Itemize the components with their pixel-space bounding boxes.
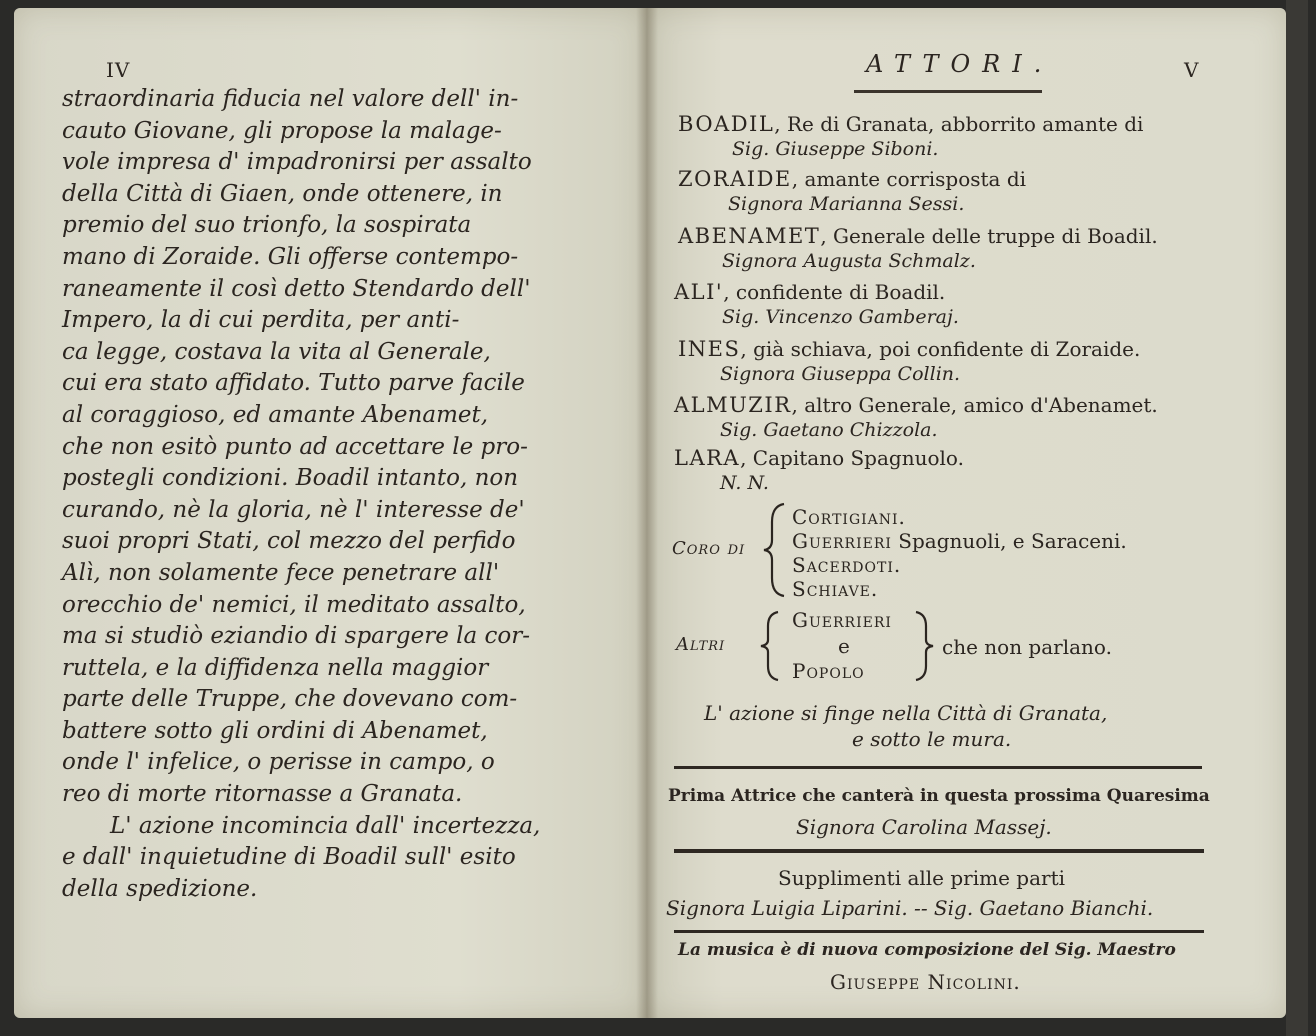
composer-name: Giuseppe Nicolini. [830, 970, 1021, 994]
actor-singer: Sig. Vincenzo Gamberaj. [722, 306, 959, 328]
actor-name: ABENAMET [678, 224, 821, 248]
text-line: battere sotto gli ordini di Abenamet, [62, 717, 488, 744]
musica-text: La musica è di nuova composizione del Sig. Maestro [678, 940, 1176, 960]
actor-role: , Capitano Spagnuolo. [740, 446, 964, 470]
text-line: ca legge, costava la vita al Generale, [62, 338, 491, 365]
altri-item-guerrieri: Guerrieri [792, 608, 892, 632]
actor-entry [678, 224, 1158, 248]
page-edge [1286, 0, 1308, 1036]
text-line: suoi propri Stati, col mezzo del perfido [62, 528, 516, 555]
coro-extra: Spagnuoli, e Saraceni. [891, 529, 1127, 553]
actor-entry [678, 337, 1140, 361]
text-line: curando, nè la gloria, nè l' interesse de' [62, 496, 525, 523]
coro-guerrieri-label: Guerrieri [792, 529, 892, 553]
text-line: mano di Zoraide. Gli offerse contempo- [62, 243, 519, 270]
actor-role: , amante corrisposta di [791, 167, 1027, 191]
book-gutter [636, 8, 658, 1018]
rule-3 [674, 930, 1204, 933]
actor-name: BOADIL [678, 112, 775, 136]
text-line: e dall' inquietudine di Boadil sull' esito [62, 844, 516, 871]
text-line: ma si studiò eziandio di spargere la cor- [62, 623, 530, 650]
altri-item-e: e [838, 634, 850, 658]
rule-2 [674, 849, 1204, 853]
actor-entry [678, 112, 1143, 136]
text-line: raneamente il così detto Stendardo dell' [62, 275, 531, 302]
actor-name: LARA [674, 446, 741, 470]
altri-right-brace [912, 610, 936, 682]
supplimenti-title: Supplimenti alle prime parti [778, 866, 1066, 890]
setting-line-2: e sotto le mura. [852, 727, 1012, 751]
text-line: parte delle Truppe, che dovevano com- [62, 686, 518, 713]
actor-role: , Re di Granata, abborrito amante di [774, 112, 1144, 136]
cast-header: ATTORI. [866, 50, 1054, 78]
coro-label: Coro di [672, 538, 746, 559]
actor-entry [674, 446, 964, 470]
actor-name: ALI' [674, 280, 724, 304]
text-line: Impero, la di cui perdita, per anti- [62, 307, 460, 334]
text-line: orecchio de' nemici, il meditato assalto, [62, 591, 526, 618]
left-page-text [62, 84, 622, 905]
actor-entry [674, 393, 1158, 417]
altri-item-popolo: Popolo [792, 659, 865, 683]
actor-role: , confidente di Boadil. [723, 280, 946, 304]
supplimenti-names: Signora Luigia Liparini. -- Sig. Gaetano Bianchi. [666, 896, 1154, 920]
altri-label: Altri [676, 634, 726, 655]
text-line: onde l' infelice, o perisse in campo, o [62, 749, 495, 776]
text-line: della Città di Giaen, onde ottenere, in [62, 180, 503, 207]
header-rule [854, 90, 1042, 93]
coro-item-schiave: Schiave. [792, 577, 879, 601]
left-page-number: IV [106, 58, 131, 82]
text-line: L' azione incomincia dall' incertezza, [110, 812, 541, 839]
rule-1 [674, 766, 1202, 769]
text-line: reo di morte ritornasse a Granata. [62, 781, 463, 808]
actor-role: , già schiava, poi confidente di Zoraide. [740, 337, 1141, 361]
actor-name: ZORAIDE [678, 167, 792, 191]
text-line: al coraggioso, ed amante Abenamet, [62, 401, 489, 428]
actor-name: INES [678, 337, 741, 361]
text-line: che non esitò punto ad accettare le pro- [62, 433, 528, 460]
coro-item-cortigiani: Cortigiani. [792, 505, 906, 529]
right-page-number: V [1184, 58, 1200, 82]
text-line: della spedizione. [62, 875, 258, 902]
text-line: ruttela, e la diffidenza nella maggior [62, 654, 489, 681]
text-line: cauto Giovane, gli propose la malage- [62, 117, 502, 144]
text-line: Alì, non solamente fece penetrare all' [62, 559, 500, 586]
prima-attrice-text: Prima Attrice che canterà in questa prossima Quaresima [668, 786, 1210, 806]
actor-singer: Sig. Gaetano Chizzola. [720, 419, 938, 441]
actor-singer: Signora Augusta Schmalz. [722, 250, 976, 272]
coro-item-guerrieri [792, 529, 1127, 553]
prima-attrice-name: Signora Carolina Massej. [796, 815, 1052, 839]
coro-brace [762, 502, 788, 598]
coro-item-sacerdoti: Sacerdoti. [792, 553, 902, 577]
altri-note: che non parlano. [942, 635, 1112, 659]
text-line: postegli condizioni. Boadil intanto, non [62, 465, 519, 492]
actor-role: , Generale delle truppe di Boadil. [820, 224, 1158, 248]
actor-name: ALMUZIR [674, 393, 792, 417]
text-line: premio del suo trionfo, la sospirata [62, 212, 472, 239]
text-line: cui era stato affidato. Tutto parve facile [62, 370, 525, 397]
actor-entry [674, 280, 945, 304]
actor-singer: Signora Giuseppa Collin. [720, 363, 961, 385]
actor-singer: N. N. [720, 472, 769, 494]
text-line: vole impresa d' impadronirsi per assalto [62, 149, 532, 176]
text-line: straordinaria fiducia nel valore dell' in- [62, 86, 519, 112]
actor-singer: Sig. Giuseppe Siboni. [732, 138, 939, 160]
actor-entry [678, 167, 1026, 191]
setting-line-1: L' azione si finge nella Città di Granata, [704, 701, 1108, 725]
altri-left-brace [758, 610, 782, 682]
actor-role: , altro Generale, amico d'Abenamet. [791, 393, 1158, 417]
actor-singer: Signora Marianna Sessi. [728, 193, 965, 215]
